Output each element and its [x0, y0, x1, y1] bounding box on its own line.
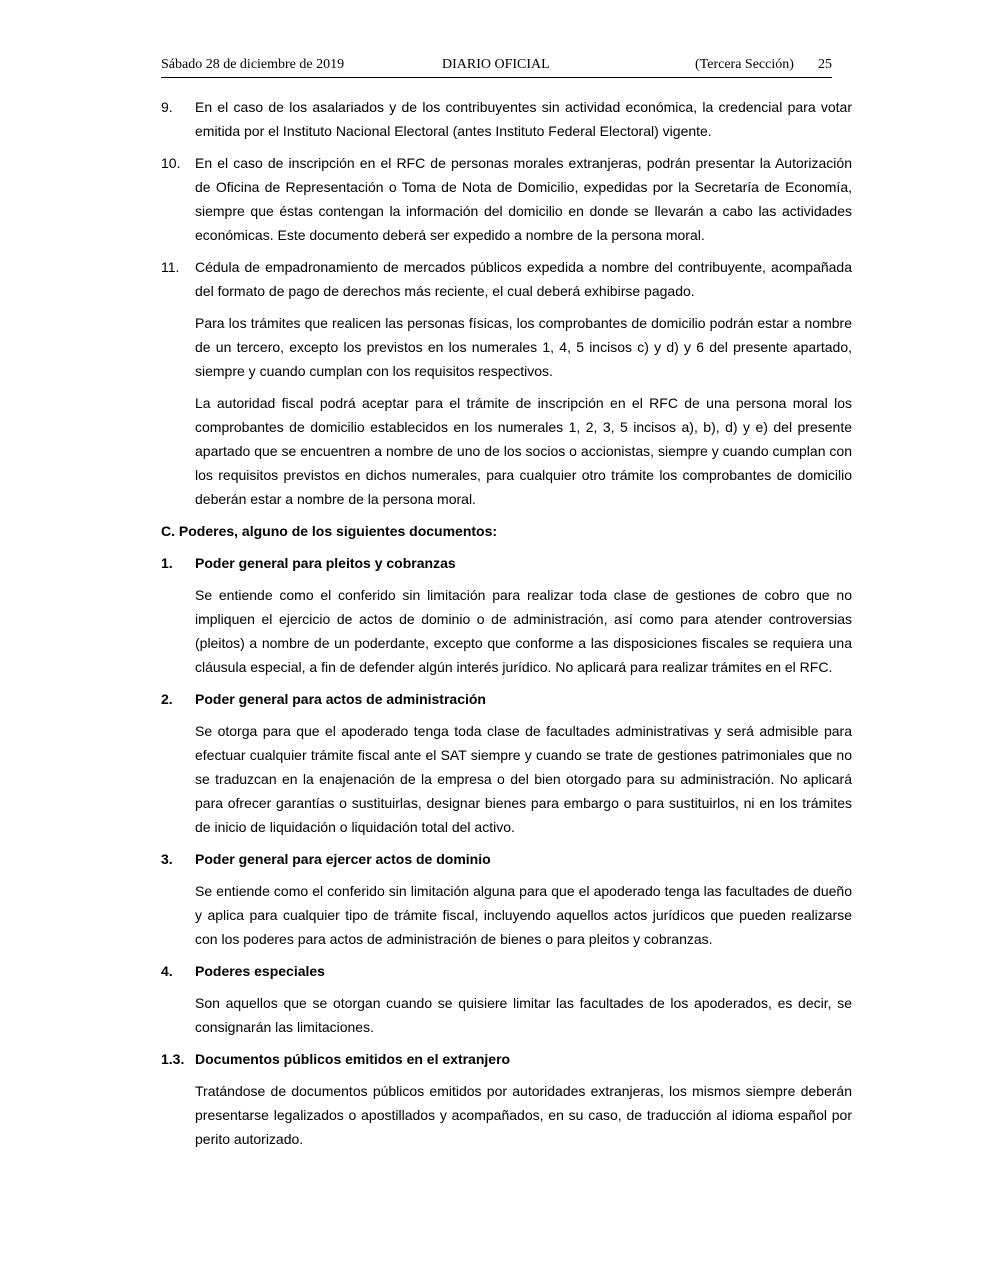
section-heading: C. Poderes, alguno de los siguientes documentos: — [161, 523, 498, 539]
header-date: Sábado 28 de diciembre de 2019 — [161, 57, 345, 72]
subsection-paragraph: Tratándose de documentos públicos emitidos por autoridades extranjeras, los mismos siempre deberán presentarse legalizados o apostillados y acompañados, en su caso, de traducción al idioma español por perito autorizado. — [195, 1083, 852, 1147]
subsection-title-text: Poder general para actos de administración — [195, 691, 486, 707]
subsection-paragraph: Se entiende como el conferido sin limitación alguna para que el apoderado tenga las facultades de dueño y aplica para cualquier tipo de trámite fiscal, incluyendo aquellos actos jurídicos que pueden realizarse con los poderes para actos de administración de bienes o para pleitos y cobranzas. — [195, 883, 852, 947]
subsection-title — [161, 847, 852, 871]
list-item-11 — [161, 255, 852, 303]
header-title: DIARIO OFICIAL — [442, 57, 550, 72]
list-item-9 — [161, 95, 852, 143]
subsection-number: 4. — [161, 963, 173, 979]
subsection-number: 3. — [161, 851, 173, 867]
note-paragraph: La autoridad fiscal podrá aceptar para el trámite de inscripción en el RFC de una persona moral los comprobantes de domicilio establecidos en los numerales 1, 2, 3, 5 incisos a), b), d) y e) del presente apartado que se encuentren a nombre de uno de los socios o accionistas, siempre y cuando cumplan con los requisitos previstos en dichos numerales, para cualquier otro trámite los comprobantes de domicilio deberán estar a nombre de la persona moral. — [195, 395, 852, 507]
page-number: 25 — [818, 57, 832, 72]
document-body — [161, 95, 852, 1159]
subsection-title — [161, 959, 852, 983]
subsection-paragraph: Son aquellos que se otorgan cuando se quisiere limitar las facultades de los apoderados, es decir, se consignarán las limitaciones. — [195, 995, 852, 1035]
header-section: (Tercera Sección) — [695, 57, 794, 72]
item-number: 11. — [161, 259, 180, 275]
item-text: En el caso de inscripción en el RFC de personas morales extranjeras, podrán presentar la Autorización de Oficina de Representación o Toma de Nota de Domicilio, expedidas por la Secretaría de Economía, siempre que éstas contengan la información del domicilio en donde se llevarán a cabo las actividades económicas. Este documento deberá ser expedido a nombre de la persona moral. — [195, 155, 852, 243]
note-paragraph: Para los trámites que realicen las personas físicas, los comprobantes de domicilio podrán estar a nombre de un tercero, excepto los previstos en los numerales 1, 4, 5 incisos c) y d) y 6 del presente apartado, siempre y cuando cumplan con los requisitos respectivos. — [195, 315, 852, 379]
page-header — [161, 57, 832, 78]
subsection-number: 1.3. — [161, 1051, 185, 1067]
subsection-title-text: Poder general para ejercer actos de dominio — [195, 851, 491, 867]
item-text: Cédula de empadronamiento de mercados públicos expedida a nombre del contribuyente, acompañada del formato de pago de derechos más reciente, el cual deberá exhibirse pagado. — [195, 259, 852, 299]
subsection-title-text: Poder general para pleitos y cobranzas — [195, 555, 456, 571]
subsection-paragraph: Se entiende como el conferido sin limitación para realizar toda clase de gestiones de cobro que no impliquen el ejercicio de actos de dominio o de administración, así como para atender controversias (pleitos) a nombre de un poderdante, excepto que conforme a las disposiciones fiscales se requiera una cláusula especial, a fin de defender algún interés jurídico. No aplicará para realizar trámites en el RFC. — [195, 587, 852, 675]
subsection-title — [161, 687, 852, 711]
subsection-paragraph: Se otorga para que el apoderado tenga toda clase de facultades administrativas y será admisible para efectuar cualquier trámite fiscal ante el SAT siempre y cuando se trate de gestiones patrimoniales que no se traduzcan en la enajenación de la empresa o del bien otorgado para su administración. No aplicará para ofrecer garantías o sustituirlas, designar bienes para embargo o para sustituirlos, ni en los trámites de inicio de liquidación o liquidación total del activo. — [195, 723, 852, 835]
subsection-title — [161, 551, 852, 575]
item-number: 10. — [161, 155, 181, 171]
subsection-number: 2. — [161, 691, 173, 707]
subsection-title-text: Poderes especiales — [195, 963, 325, 979]
list-item-10 — [161, 151, 852, 247]
item-number: 9. — [161, 99, 173, 115]
item-text: En el caso de los asalariados y de los contribuyentes sin actividad económica, la credencial para votar emitida por el Instituto Nacional Electoral (antes Instituto Federal Electoral) vigente. — [195, 99, 852, 139]
subsection-title — [161, 1047, 852, 1071]
subsection-number: 1. — [161, 555, 173, 571]
subsection-title-text: Documentos públicos emitidos en el extranjero — [195, 1051, 511, 1067]
